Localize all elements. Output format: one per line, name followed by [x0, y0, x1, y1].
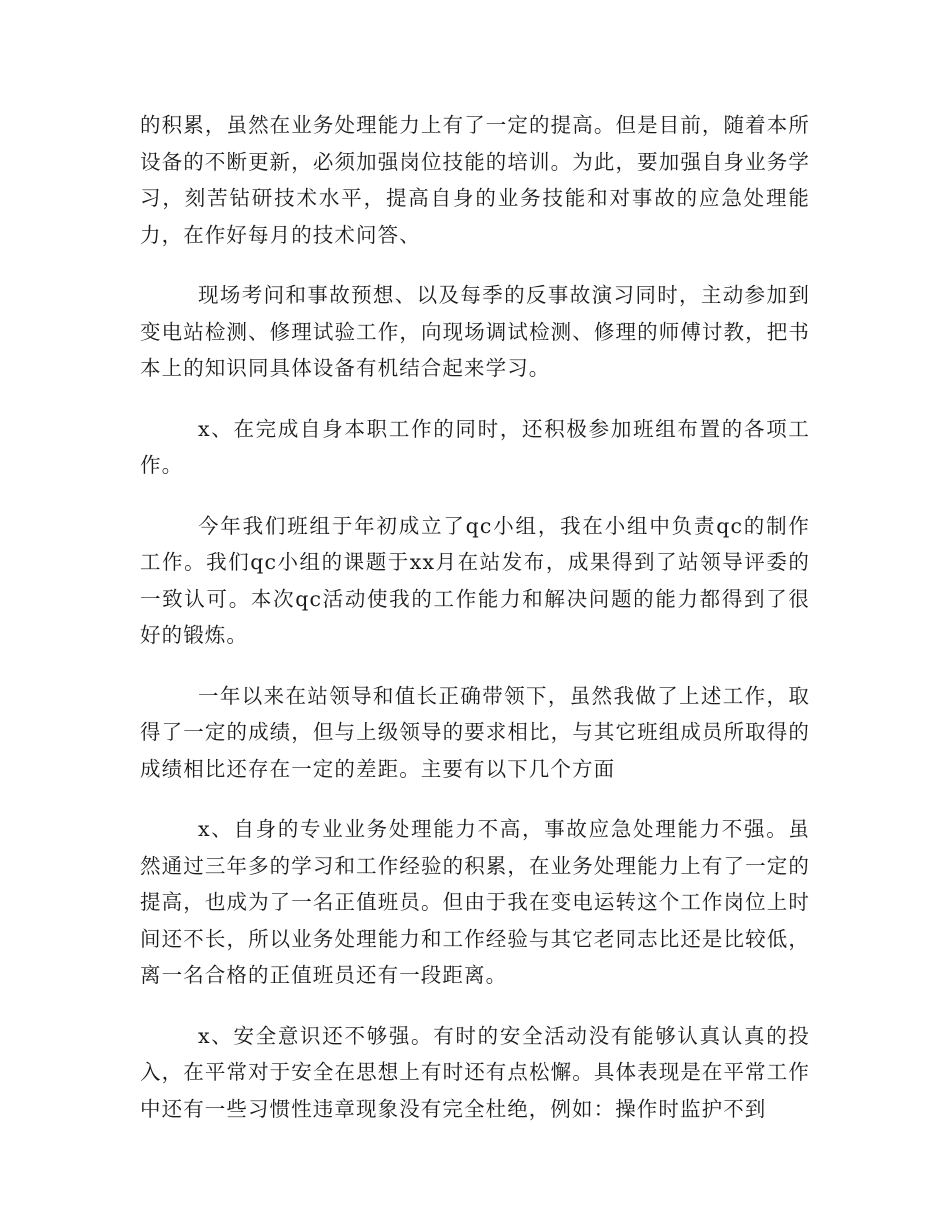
paragraph: 的积累，虽然在业务处理能力上有了一定的提高。但是目前，随着本所设备的不断更新，必须加强岗位技能的培训。为此，要加强自身业务学习，刻苦钻研技术水平，提高自身的业务技能和对事故的应急处理能力，在作好每月的技术问答、	[140, 113, 810, 247]
paragraph: x、自身的专业业务处理能力不高，事故应急处理能力不强。虽然通过三年多的学习和工作经验的积累，在业务处理能力上有了一定的提高，也成为了一名正值班员。但由于我在变电运转这个工作岗位上时间还不长，所以业务处理能力和工作经验与其它老同志比还是比较低，离一名合格的正值班员还有一段距离。	[140, 817, 810, 987]
paragraph: x、在完成自身本职工作的同时，还积极参加班组布置的各项工作。	[140, 416, 810, 477]
document-body	[140, 107, 810, 1151]
paragraph: 今年我们班组于年初成立了qc小组，我在小组中负责qc的制作工作。我们qc小组的课题于xx月在站发布，成果得到了站领导评委的一致认可。本次qc活动使我的工作能力和解决问题的能力都得到了很好的锻炼。	[140, 513, 810, 647]
paragraph: 一年以来在站领导和值长正确带领下，虽然我做了上述工作，取得了一定的成绩，但与上级领导的要求相比，与其它班组成员所取得的成绩相比还存在一定的差距。主要有以下几个方面	[140, 683, 810, 781]
paragraph: x、安全意识还不够强。有时的安全活动没有能够认真认真的投入，在平常对于安全在思想上有时还有点松懈。具体表现是在平常工作中还有一些习惯性违章现象没有完全杜绝，例如：操作时监护不到	[140, 1023, 810, 1121]
paragraph: 现场考问和事故预想、以及每季的反事故演习同时，主动参加到变电站检测、修理试验工作，向现场调试检测、修理的师傅讨教，把书本上的知识同具体设备有机结合起来学习。	[140, 283, 810, 380]
